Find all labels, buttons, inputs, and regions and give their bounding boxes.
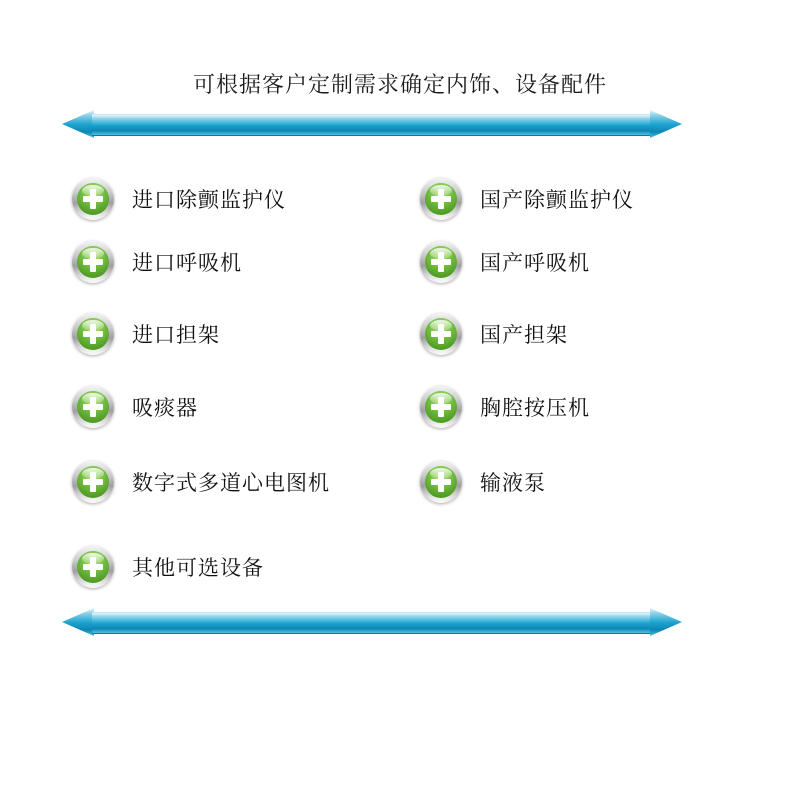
list-item[interactable] bbox=[420, 386, 590, 428]
list-item[interactable] bbox=[420, 313, 568, 355]
arrow-head-right-icon bbox=[650, 608, 682, 636]
arrow-head-left-icon bbox=[62, 110, 94, 138]
list-item-label: 进口除颤监护仪 bbox=[132, 188, 286, 212]
list-item[interactable] bbox=[72, 313, 220, 355]
list-item-label: 国产担架 bbox=[480, 323, 568, 347]
divider-arrow-top bbox=[62, 110, 682, 138]
arrow-head-left-icon bbox=[62, 608, 94, 636]
arrow-head-right-icon bbox=[650, 110, 682, 138]
list-item[interactable] bbox=[420, 241, 590, 283]
page-title: 可根据客户定制需求确定内饰、设备配件 bbox=[192, 72, 607, 97]
list-item-label: 输液泵 bbox=[480, 471, 546, 495]
green-plus-icon bbox=[72, 386, 114, 428]
list-item[interactable] bbox=[420, 461, 546, 503]
green-plus-icon bbox=[420, 461, 462, 503]
list-item[interactable] bbox=[72, 178, 286, 220]
list-item-label: 吸痰器 bbox=[132, 396, 198, 420]
green-plus-icon bbox=[72, 241, 114, 283]
arrow-shaft bbox=[92, 114, 652, 136]
list-item-label: 胸腔按压机 bbox=[480, 396, 590, 420]
green-plus-icon bbox=[72, 461, 114, 503]
list-item-label: 其他可选设备 bbox=[132, 556, 264, 580]
list-item-label: 国产呼吸机 bbox=[480, 251, 590, 275]
green-plus-icon bbox=[420, 386, 462, 428]
arrow-shaft bbox=[92, 612, 652, 634]
list-item-label: 国产除颤监护仪 bbox=[480, 188, 634, 212]
green-plus-icon bbox=[72, 546, 114, 588]
list-item[interactable] bbox=[72, 546, 264, 588]
divider-arrow-bottom bbox=[62, 608, 682, 636]
green-plus-icon bbox=[72, 313, 114, 355]
list-item-label: 进口呼吸机 bbox=[132, 251, 242, 275]
list-item[interactable] bbox=[72, 241, 242, 283]
list-item[interactable] bbox=[72, 461, 330, 503]
green-plus-icon bbox=[420, 313, 462, 355]
green-plus-icon bbox=[420, 241, 462, 283]
list-item-label: 进口担架 bbox=[132, 323, 220, 347]
green-plus-icon bbox=[420, 178, 462, 220]
list-item[interactable] bbox=[420, 178, 634, 220]
green-plus-icon bbox=[72, 178, 114, 220]
list-item[interactable] bbox=[72, 386, 198, 428]
list-item-label: 数字式多道心电图机 bbox=[132, 471, 330, 495]
